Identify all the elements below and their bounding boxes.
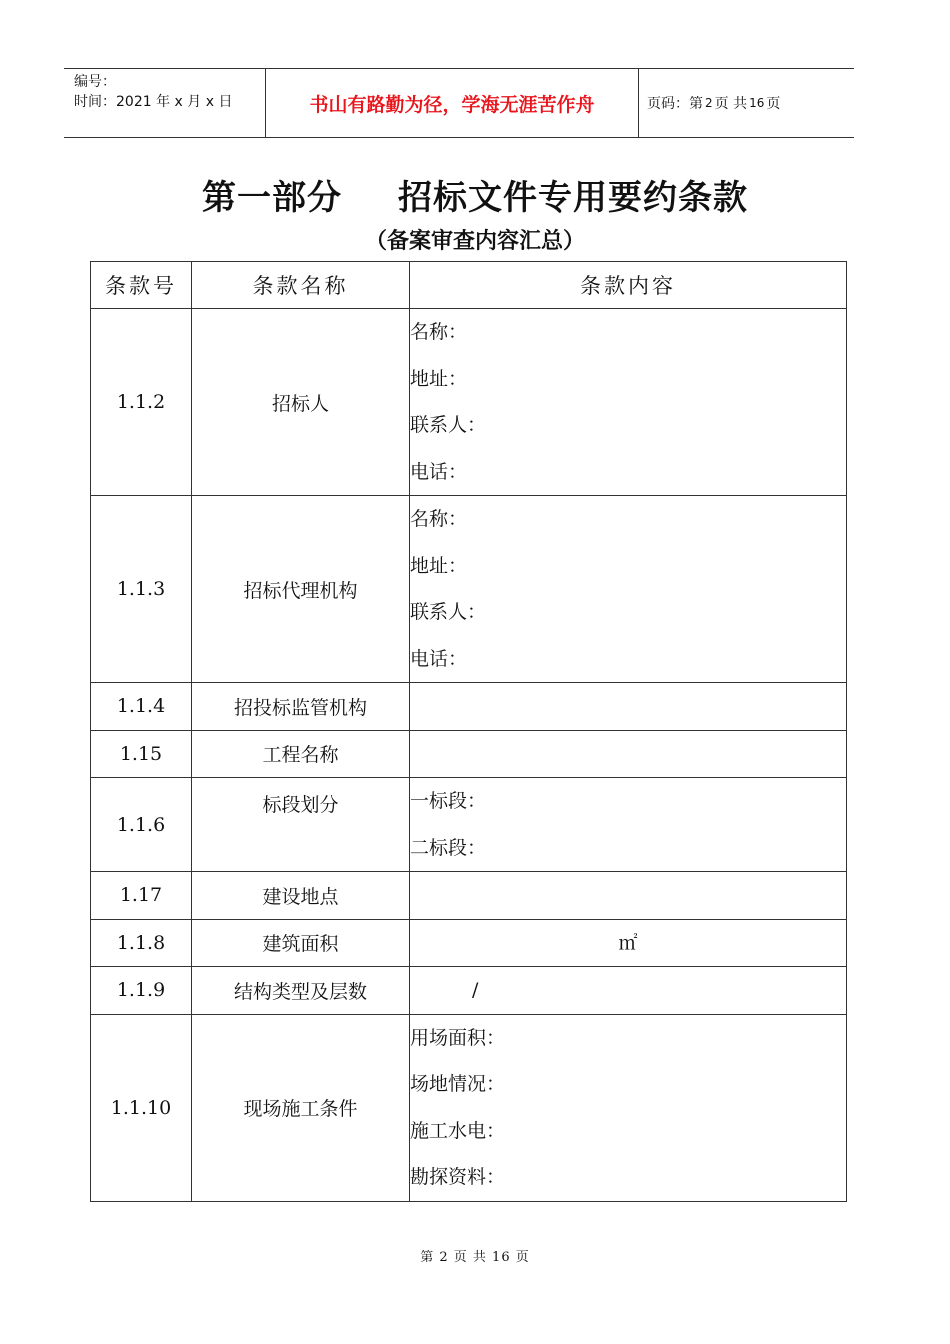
table-row: [91, 872, 847, 920]
clause-name: 建设地点: [192, 872, 410, 920]
clause-name: 标段划分: [192, 778, 410, 872]
content-line: 勘探资料：: [410, 1166, 506, 1188]
page-prefix: 页码：第: [647, 96, 703, 112]
content-line: [410, 731, 846, 778]
header-motto: 书山有路勤为径，学海无涯苦作舟: [266, 69, 639, 137]
table-row: [91, 730, 847, 778]
code-label: 编号：: [74, 74, 116, 90]
clause-number: 1.1.9: [91, 967, 192, 1015]
table-row: [91, 919, 847, 967]
table-row: [91, 309, 847, 496]
clause-name: 招投标监管机构: [192, 683, 410, 731]
page-footer: 第 2 页 共 16 页: [420, 1250, 530, 1265]
clause-content: [410, 309, 847, 496]
clause-number: 1.17: [91, 872, 192, 920]
header-clause-content: 条款内容: [410, 262, 847, 309]
header-clause-name: 条款名称: [192, 262, 410, 309]
page-number: 2: [705, 96, 713, 110]
page-title: [0, 170, 950, 219]
clause-content: [410, 496, 847, 683]
clause-number: 1.1.4: [91, 683, 192, 731]
clause-number: 1.1.6: [91, 778, 192, 872]
content-line: 联系人：: [410, 414, 487, 436]
table-row: [91, 496, 847, 683]
clause-name: 建筑面积: [192, 919, 410, 967]
content-line: 名称：: [410, 321, 468, 343]
document-header: [64, 68, 854, 138]
table-header-row: [91, 262, 847, 309]
content-line: 二标段：: [410, 836, 487, 859]
content-line: 用场面积：: [410, 1026, 506, 1049]
page-suffix: 页: [766, 96, 781, 112]
clause-name: 现场施工条件: [192, 1014, 410, 1201]
clause-number: 1.1.2: [91, 309, 192, 496]
structure-separator: /: [472, 979, 479, 1001]
clause-name: 结构类型及层数: [192, 967, 410, 1015]
area-unit: ㎡: [618, 931, 638, 954]
clause-name: 招标人: [192, 309, 410, 496]
clause-content: [410, 730, 847, 778]
page-mid: 页 共: [714, 96, 748, 112]
clause-content: [410, 778, 847, 872]
content-line: 名称：: [410, 508, 468, 530]
header-page-info: [639, 69, 854, 137]
clause-number: 1.1.8: [91, 919, 192, 967]
clause-content: [410, 872, 847, 920]
clause-content: [410, 683, 847, 731]
clause-number: 1.15: [91, 730, 192, 778]
table-row: [91, 683, 847, 731]
content-line: [410, 872, 846, 919]
clause-content: [410, 967, 847, 1015]
table-row: [91, 778, 847, 872]
clause-content: [410, 919, 847, 967]
clause-name: 工程名称: [192, 730, 410, 778]
title-part: 第一部分: [202, 178, 342, 218]
header-meta: [64, 69, 266, 137]
content-line: 联系人：: [410, 601, 487, 623]
page-subtitle: （备案审查内容汇总）: [364, 229, 585, 254]
clause-content: [410, 1014, 847, 1201]
clause-name: 招标代理机构: [192, 496, 410, 683]
content-line: 施工水电：: [410, 1119, 506, 1142]
title-main: 招标文件专用要约条款: [398, 178, 748, 218]
page-total: 16: [749, 96, 765, 110]
clause-number: 1.1.3: [91, 496, 192, 683]
content-line: 电话：: [410, 460, 468, 483]
clause-number: 1.1.10: [91, 1014, 192, 1201]
content-line: 地址：: [410, 554, 468, 577]
content-line: 一标段：: [410, 790, 487, 812]
content-line: [410, 683, 846, 730]
content-line: 场地情况：: [410, 1073, 506, 1095]
header-clause-number: 条款号: [91, 262, 192, 309]
content-line: 地址：: [410, 367, 468, 390]
content-line: 电话：: [410, 647, 468, 670]
clause-table: [90, 261, 847, 1202]
time-label: 时间：2021 年 x 月 x 日: [74, 94, 233, 110]
table-row: [91, 1014, 847, 1201]
table-row: [91, 967, 847, 1015]
